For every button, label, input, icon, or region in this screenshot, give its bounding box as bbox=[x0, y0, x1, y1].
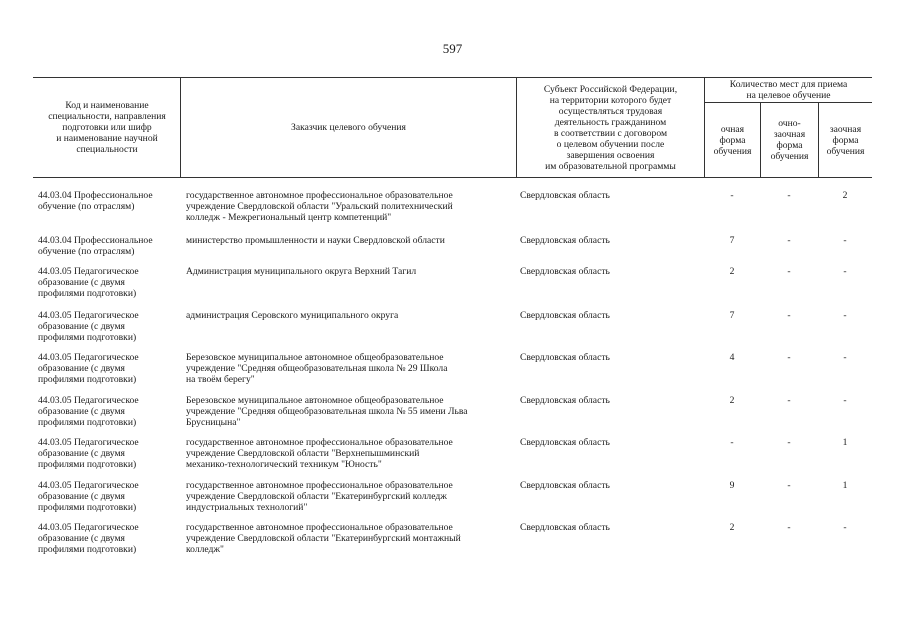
header-fulltime: очная форма обучения bbox=[713, 123, 752, 157]
row-subject: Свердловская область bbox=[520, 235, 610, 246]
row-code: 44.03.05 Педагогическое образование (с двумя профилями подготовки) bbox=[38, 310, 139, 343]
row-parttime: - bbox=[787, 480, 791, 491]
header-code: Код и наименование специальности, направления подготовки или шифр и наименование научной специальности bbox=[48, 100, 166, 155]
row-fulltime: 2 bbox=[729, 522, 735, 533]
row-customer: министерство промышленности и науки Свердловской области bbox=[186, 235, 445, 246]
row-subject: Свердловская область bbox=[520, 437, 610, 448]
row-subject: Свердловская область bbox=[520, 480, 610, 491]
header-customer: Заказчик целевого обучения bbox=[291, 122, 406, 133]
row-customer: государственное автономное профессиональное образовательное учреждение Свердловской области "Верхнепышминский механико-технологический техникум "Юность" bbox=[186, 437, 453, 470]
row-code: 44.03.05 Педагогическое образование (с двумя профилями подготовки) bbox=[38, 352, 139, 385]
row-subject: Свердловская область bbox=[520, 395, 610, 406]
row-code: 44.03.05 Педагогическое образование (с двумя профилями подготовки) bbox=[38, 395, 139, 428]
row-customer: Березовское муниципальное автономное общеобразовательное учреждение "Средняя общеобразовательная школа № 29 Школа на твоём берегу" bbox=[186, 352, 448, 385]
row-distance: 2 bbox=[842, 190, 848, 201]
row-customer: Администрация муниципального округа Верхний Тагил bbox=[186, 266, 417, 277]
header-subject: Субъект Российской Федерации, на территории которого будет осуществляться трудовая деятельность гражданином в соответствии с договором о целевом обучении после завершения освоения им образовательной программы bbox=[543, 83, 678, 172]
header-distance: заочная форма обучения bbox=[826, 123, 865, 157]
row-code: 44.03.05 Педагогическое образование (с двумя профилями подготовки) bbox=[38, 522, 139, 555]
row-distance: 1 bbox=[842, 437, 848, 448]
row-parttime: - bbox=[787, 266, 791, 277]
row-code: 44.03.04 Профессиональное обучение (по отраслям) bbox=[38, 235, 153, 257]
row-parttime: - bbox=[787, 310, 791, 321]
row-customer: государственное автономное профессиональное образовательное учреждение Свердловской области "Екатеринбургский колледж индустриальных технологий" bbox=[186, 480, 453, 513]
row-fulltime: - bbox=[730, 190, 734, 201]
row-code: 44.03.04 Профессиональное обучение (по отраслям) bbox=[38, 190, 153, 212]
row-distance: - bbox=[843, 395, 847, 406]
row-fulltime: 7 bbox=[729, 235, 735, 246]
row-parttime: - bbox=[787, 395, 791, 406]
row-code: 44.03.05 Педагогическое образование (с двумя профилями подготовки) bbox=[38, 437, 139, 470]
row-fulltime: 9 bbox=[729, 480, 735, 491]
row-fulltime: 7 bbox=[729, 310, 735, 321]
row-subject: Свердловская область bbox=[520, 310, 610, 321]
row-subject: Свердловская область bbox=[520, 266, 610, 277]
row-customer: Березовское муниципальное автономное общеобразовательное учреждение "Средняя общеобразовательная школа № 55 имени Льва Брусницына" bbox=[186, 395, 468, 428]
row-subject: Свердловская область bbox=[520, 352, 610, 363]
row-distance: - bbox=[843, 235, 847, 246]
row-code: 44.03.05 Педагогическое образование (с двумя профилями подготовки) bbox=[38, 266, 139, 299]
row-parttime: - bbox=[787, 352, 791, 363]
row-distance: - bbox=[843, 352, 847, 363]
row-customer: государственное автономное профессиональное образовательное учреждение Свердловской области "Екатеринбургский монтажный колледж" bbox=[186, 522, 461, 555]
header-places: Количество мест для приема на целевое обучение bbox=[729, 79, 848, 101]
row-parttime: - bbox=[787, 235, 791, 246]
row-code: 44.03.05 Педагогическое образование (с двумя профилями подготовки) bbox=[38, 480, 139, 513]
row-distance: - bbox=[843, 310, 847, 321]
row-customer: администрация Серовского муниципального округа bbox=[186, 310, 399, 321]
row-subject: Свердловская область bbox=[520, 190, 610, 201]
row-subject: Свердловская область bbox=[520, 522, 610, 533]
row-parttime: - bbox=[787, 522, 791, 533]
row-parttime: - bbox=[787, 437, 791, 448]
page-number: 597 bbox=[442, 41, 463, 56]
row-distance: - bbox=[843, 266, 847, 277]
row-parttime: - bbox=[787, 190, 791, 201]
row-fulltime: 4 bbox=[729, 352, 735, 363]
header-bottom-border bbox=[33, 177, 872, 178]
row-distance: - bbox=[843, 522, 847, 533]
row-distance: 1 bbox=[842, 480, 848, 491]
header-parttime: очно- заочная форма обучения bbox=[770, 118, 809, 162]
row-customer: государственное автономное профессиональное образовательное учреждение Свердловской области "Уральский политехнический колледж - Межрегиональный центр компетенций" bbox=[186, 190, 453, 223]
row-fulltime: 2 bbox=[729, 266, 735, 277]
row-fulltime: 2 bbox=[729, 395, 735, 406]
row-fulltime: - bbox=[730, 437, 734, 448]
